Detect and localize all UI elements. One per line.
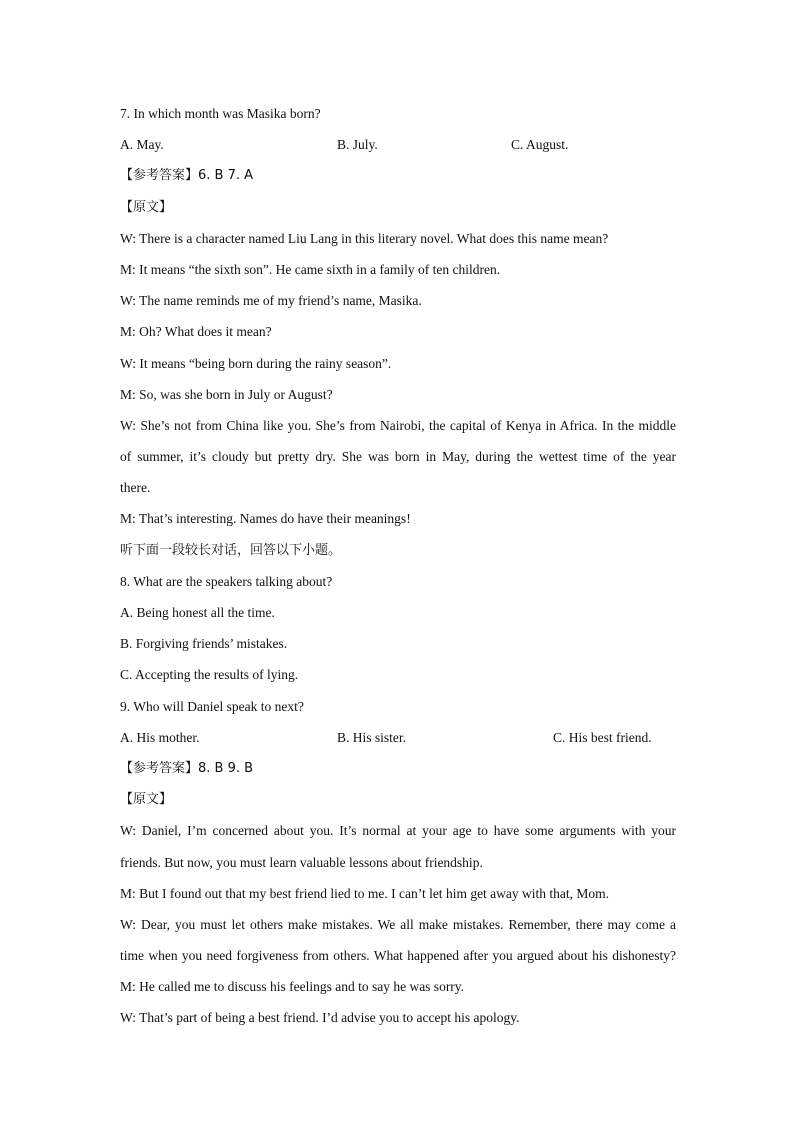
listening-instruction: 听下面一段较长对话，回答以下小题。: [120, 542, 342, 558]
dialogue-2-line: friends. But now, you must learn valuable lessons about friendship.: [120, 854, 483, 870]
dialogue-1-line: of summer, it’s cloudy but pretty dry. She was born in May, during the wettest time of the year: [120, 449, 676, 465]
transcript-label-2: 【原文】: [120, 792, 173, 808]
dialogue-2-line: W: Daniel, I’m concerned about you. It’s normal at your age to have some arguments with your: [120, 823, 676, 839]
dialogue-1-line: there.: [120, 480, 151, 496]
question-8: 8. What are the speakers talking about?: [120, 573, 333, 589]
answer-key-2: 【参考答案】8. B 9. B: [120, 760, 254, 776]
dialogue-1-line: M: That’s interesting. Names do have their meanings!: [120, 511, 411, 527]
q8-option-c: C. Accepting the results of lying.: [120, 667, 299, 683]
question-9-options: [120, 722, 676, 753]
question-7: 7. In which month was Masika born?: [120, 106, 321, 121]
q9-option-a: A. His mother.: [120, 729, 200, 745]
q9-option-c: C. His best friend.: [553, 729, 652, 745]
dialogue-1-line: M: Oh? What does it mean?: [120, 324, 272, 340]
question-7-options: [120, 129, 676, 160]
q9-option-b: B. His sister.: [337, 729, 407, 745]
dialogue-1-line: M: So, was she born in July or August?: [120, 386, 333, 402]
dialogue-1-line: W: The name reminds me of my friend’s name, Masika.: [120, 293, 422, 309]
dialogue-1-line: W: There is a character named Liu Lang in this literary novel. What does this name mean?: [120, 230, 609, 246]
dialogue-2-line: W: Dear, you must let others make mistakes. We all make mistakes. Remember, there may come a: [120, 916, 676, 932]
answer-key-1: 【参考答案】6. B 7. A: [120, 168, 254, 184]
dialogue-1-line: M: It means “the sixth son”. He came sixth in a family of ten children.: [120, 261, 501, 277]
q7-option-b: B. July.: [337, 137, 378, 153]
q8-option-a: A. Being honest all the time.: [120, 605, 275, 620]
dialogue-2-line: W: That’s part of being a best friend. I’d advise you to accept his apology.: [120, 1010, 520, 1026]
q7-option-c: C. August.: [511, 137, 569, 153]
dialogue-1-line: W: It means “being born during the rainy season”.: [120, 355, 392, 371]
question-9: 9. Who will Daniel speak to next?: [120, 698, 304, 714]
dialogue-2-line: M: But I found out that my best friend lied to me. I can’t let him get away with that, Mom.: [120, 885, 610, 901]
transcript-label-1: 【原文】: [120, 199, 173, 215]
dialogue-1-line: W: She’s not from China like you. She’s from Nairobi, the capital of Kenya in Africa. In the middle: [120, 417, 676, 433]
q7-option-a: A. May.: [120, 137, 164, 153]
dialogue-2-line: M: He called me to discuss his feelings and to say he was sorry.: [120, 979, 465, 995]
document-page: [120, 98, 676, 1034]
dialogue-2-line: time when you need forgiveness from others. What happened after you argued about his dishonesty?: [120, 948, 676, 964]
q8-option-b: B. Forgiving friends’ mistakes.: [120, 636, 288, 652]
